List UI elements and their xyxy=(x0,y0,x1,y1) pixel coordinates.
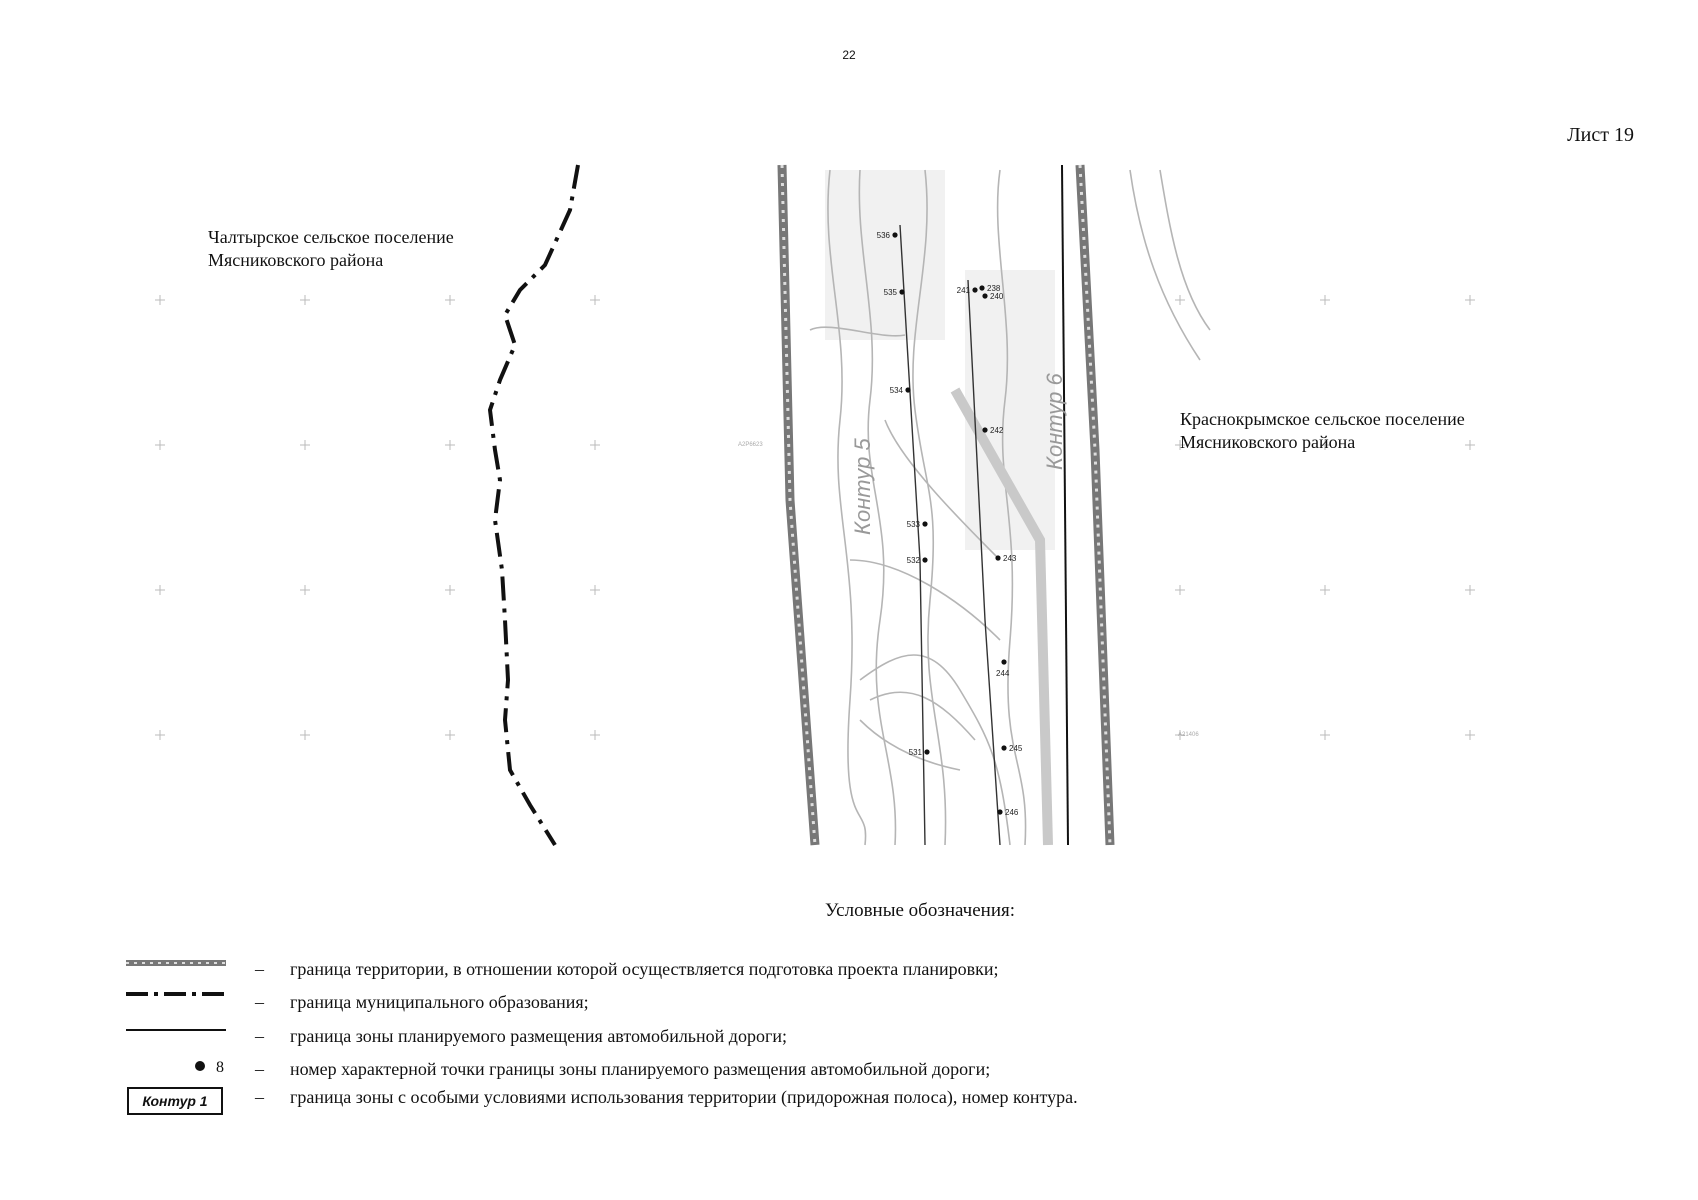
point-533-label: 533 xyxy=(906,520,920,529)
grid-cross xyxy=(590,585,600,595)
point-238-marker xyxy=(979,285,984,290)
grid-cross xyxy=(590,295,600,305)
legend-text: граница зоны с особыми условиями использования территории (придорожная полоса), номер контура. xyxy=(290,1087,1078,1107)
legend-title: Условные обозначения: xyxy=(824,900,1016,921)
point-534-marker xyxy=(905,387,910,392)
region-label-chaltyr xyxy=(208,226,454,272)
grid-cross xyxy=(445,730,455,740)
point-240-marker xyxy=(982,293,987,298)
contour-6-label: Контур 6 xyxy=(1042,373,1067,470)
grid-cross xyxy=(155,730,165,740)
point-531-marker xyxy=(924,749,929,754)
contour-box-sample: Контур 1 xyxy=(127,1087,223,1115)
point-241-label: 241 xyxy=(956,286,970,295)
grid-cross xyxy=(1175,585,1185,595)
contour-box-symbol xyxy=(120,1083,232,1113)
grid-cross xyxy=(155,585,165,595)
point-534-label: 534 xyxy=(889,386,903,395)
contour-line xyxy=(860,720,960,770)
point-241-marker xyxy=(972,287,977,292)
point-238-label: 238 xyxy=(987,284,1001,293)
legend-dash: – xyxy=(255,959,264,979)
municipal-boundary-symbol xyxy=(120,988,232,1018)
point-245-label: 245 xyxy=(1009,744,1023,753)
point-243-label: 243 xyxy=(1003,554,1017,563)
grid-cross xyxy=(445,295,455,305)
point-535-label: 535 xyxy=(883,288,897,297)
grid-cross xyxy=(1175,295,1185,305)
grid-label-east: A21406 xyxy=(1178,732,1199,738)
page-number: 22 xyxy=(842,48,856,62)
grid-cross xyxy=(445,585,455,595)
grid-cross xyxy=(300,440,310,450)
legend-text: номер характерной точки границы зоны планируемого размещения автомобильной дороги; xyxy=(290,1059,991,1079)
region-west-line1: Чалтырское сельское поселение xyxy=(208,227,454,247)
point-246-label: 246 xyxy=(1005,808,1019,817)
legend-dash: – xyxy=(255,1059,264,1079)
legend-dash: – xyxy=(255,992,264,1012)
grid-cross xyxy=(1320,730,1330,740)
point-marker-symbol xyxy=(120,1055,232,1085)
contour-line xyxy=(860,655,1010,845)
point-532-marker xyxy=(922,557,927,562)
point-243-marker xyxy=(995,555,1000,560)
contour-line xyxy=(850,560,1000,640)
point-533-marker xyxy=(922,521,927,526)
region-label-krasnokrymskoe xyxy=(1180,408,1465,454)
grid-cross xyxy=(300,585,310,595)
grid-cross xyxy=(300,730,310,740)
grid-cross xyxy=(1465,295,1475,305)
legend-dash: – xyxy=(255,1026,264,1046)
grid-cross xyxy=(590,440,600,450)
contour-line xyxy=(1160,170,1210,330)
grid-cross xyxy=(1465,730,1475,740)
territory-boundary-east xyxy=(1080,165,1110,845)
grid-cross xyxy=(155,440,165,450)
point-531-label: 531 xyxy=(908,748,922,757)
grid-cross xyxy=(1465,440,1475,450)
grid-cross xyxy=(1320,295,1330,305)
point-536-marker xyxy=(892,232,897,237)
point-535-marker xyxy=(899,289,904,294)
point-246-marker xyxy=(997,809,1002,814)
sheet-label: Лист 19 xyxy=(1567,124,1634,146)
point-244-marker xyxy=(1001,659,1006,664)
point-245-marker xyxy=(1001,745,1006,750)
legend-text: граница территории, в отношении которой осуществляется подготовка проекта планировки; xyxy=(290,959,999,979)
point-536-label: 536 xyxy=(876,231,890,240)
grid-cross xyxy=(445,440,455,450)
point-532-label: 532 xyxy=(906,556,920,565)
contour-5-label: Контур 5 xyxy=(850,438,875,535)
grid-cross xyxy=(1320,585,1330,595)
grid-cross xyxy=(1465,585,1475,595)
grid-label-west: A2P6623 xyxy=(738,442,763,448)
point-marker-sample: 8 xyxy=(216,1059,224,1076)
region-west-line2: Мясниковского района xyxy=(208,250,384,270)
legend-dash: – xyxy=(255,1087,264,1107)
point-244-label: 244 xyxy=(996,669,1010,678)
legend-text: граница муниципального образования; xyxy=(290,992,589,1012)
grid-cross xyxy=(590,730,600,740)
grid-crosses xyxy=(155,295,1475,740)
region-east-line2: Мясниковского района xyxy=(1180,432,1356,452)
point-240-label: 240 xyxy=(990,292,1004,301)
point-242-marker xyxy=(982,427,987,432)
grid-cross xyxy=(300,295,310,305)
grid-cross xyxy=(155,295,165,305)
municipal-boundary-line xyxy=(490,165,578,845)
road-zone-boundary-east xyxy=(1062,165,1068,845)
legend-text: граница зоны планируемого размещения автомобильной дороги; xyxy=(290,1026,787,1046)
road-zone-boundary-symbol xyxy=(120,1022,232,1052)
territory-boundary-symbol xyxy=(120,955,232,985)
region-east-line1: Краснокрымское сельское поселение xyxy=(1180,409,1465,429)
territory-boundary-west xyxy=(782,165,815,845)
point-242-label: 242 xyxy=(990,426,1004,435)
